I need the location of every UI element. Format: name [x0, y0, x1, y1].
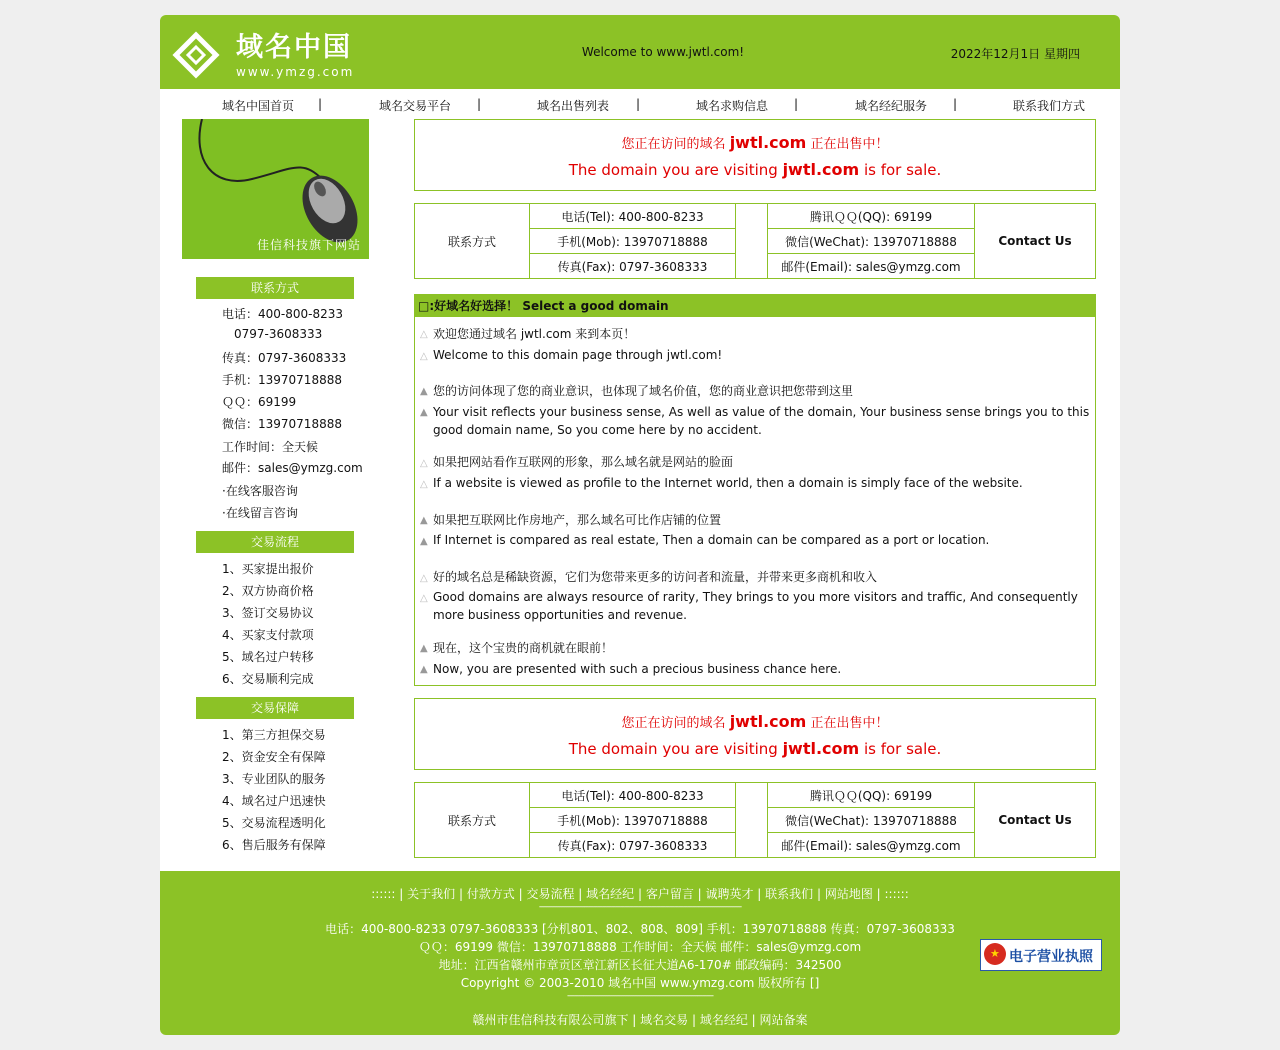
nav-separator: | [794, 97, 799, 111]
nav-item-broker[interactable]: 域名经纪服务 [855, 99, 928, 113]
nav-separator: | [953, 97, 958, 111]
contact-spacer [736, 204, 768, 279]
sidebar-contact-line: 电话：400-800-8233 [222, 307, 344, 321]
select-line: If a website is viewed as profile to the Internet world, then a domain is simply face of the website. [433, 476, 1023, 490]
contact-us-link[interactable]: Contact Us [975, 783, 1096, 858]
sale-notice-en [415, 739, 1095, 758]
sale-en-suffix: is for sale. [863, 161, 942, 179]
sidebar-process-item: 4、买家支付款项 [222, 628, 314, 642]
sidebar-image-caption: 佳信科技旗下网站 [256, 238, 361, 252]
sale-domain: jwtl.com [729, 133, 807, 152]
page-wrapper [160, 15, 1120, 1035]
sidebar-process-item: 1、买家提出报价 [222, 562, 314, 576]
triangle-bullet-icon: ▲ [420, 407, 428, 418]
sidebar-process-item: 5、域名过户转移 [222, 650, 314, 664]
sidebar-contact-line: ＱＱ：69199 [222, 395, 297, 409]
select-line: 好的域名总是稀缺资源，它们为您带来更多的访问者和流量，并带来更多商机和收入 [433, 570, 878, 584]
sale-cn-suffix: 正在出售中！ [810, 716, 889, 731]
select-line: Your visit reflects your business sense, As well as value of the domain, Your business sense brings you to this good domain name, So you come here by no accident. [433, 405, 1090, 437]
triangle-bullet-icon: △ [420, 351, 428, 362]
sale-en-prefix: The domain you are visiting [568, 740, 778, 758]
sidebar-contact-line: 微信：13970718888 [222, 417, 342, 431]
logo-title: 域名中国 [236, 32, 352, 63]
select-line: 您的访问体现了您的商业意识，也体现了域名价值，您的商业意识把您带到这里 [433, 384, 854, 398]
sidebar-guarantee-item: 2、资金安全有保障 [222, 750, 326, 764]
select-line: Now, you are presented with such a precious business chance here. [433, 662, 842, 676]
triangle-bullet-icon: △ [420, 593, 428, 604]
sidebar-process-item: 2、双方协商价格 [222, 584, 314, 598]
sidebar-process-item: 6、交易顺利完成 [222, 672, 314, 686]
sidebar-guarantee-item: 6、售后服务有保障 [222, 838, 326, 852]
logo-url: www.ymzg.com [236, 65, 355, 79]
sidebar-online-message-link[interactable]: ·在线留言咨询 [222, 506, 298, 520]
contact-fax: 传真(Fax): 0797-3608333 [530, 833, 736, 858]
triangle-bullet-icon: △ [420, 573, 428, 584]
contact-label: 联系方式 [415, 204, 530, 279]
select-title-cn: □:好域名好选择！ [418, 299, 519, 313]
nav-separator: | [477, 97, 482, 111]
sidebar-mouse-image [182, 119, 369, 259]
nav-separator: | [318, 97, 323, 111]
date-text: 2022年12月1日 星期四 [950, 47, 1080, 61]
sidebar-process-heading: 交易流程 [196, 531, 354, 553]
footer-contact-line: ＱＱ：69199 微信：13970718888 工作时间：全天候 邮件：sales@ymzg.com [418, 940, 862, 954]
select-title-en: Select a good domain [522, 299, 669, 313]
triangle-bullet-icon: △ [420, 458, 428, 469]
top-nav [160, 89, 1120, 119]
footer-phone-line: 电话：400-800-8233 0797-3608333 [分机801、802、808、809] 手机：13970718888 传真：0797-3608333 [325, 922, 955, 936]
contact-wechat: 微信(WeChat): 13970718888 [768, 229, 975, 254]
sidebar-online-service-link[interactable]: ·在线客服咨询 [222, 484, 298, 498]
nav-item-contact[interactable]: 联系我们方式 [1013, 99, 1086, 113]
sale-notice-cn [415, 133, 1095, 152]
footer-divider: ------------------------------------------------------------------------------------------ [538, 902, 742, 912]
contact-tel: 电话(Tel): 400-800-8233 [530, 204, 736, 229]
contact-qq: 腾讯ＱＱ(QQ): 69199 [768, 204, 975, 229]
sidebar-guarantee-item: 3、专业团队的服务 [222, 772, 326, 786]
contact-label: 联系方式 [415, 783, 530, 858]
footer-bottom-links[interactable]: 赣州市佳信科技有限公司旗下 | 域名交易 | 域名经纪 | 网站备案 [472, 1013, 808, 1027]
contact-tel: 电话(Tel): 400-800-8233 [530, 783, 736, 808]
business-license-badge[interactable] [980, 939, 1102, 971]
sidebar-contact-line: 0797-3608333 [234, 327, 323, 341]
sidebar-process-item: 3、签订交易协议 [222, 606, 314, 620]
sale-cn-prefix: 您正在访问的域名 [621, 716, 726, 731]
sale-notice-box [414, 119, 1096, 191]
triangle-bullet-icon: ▲ [420, 515, 428, 526]
nav-item-home[interactable]: 域名中国首页 [222, 99, 295, 113]
sale-cn-suffix: 正在出售中！ [810, 137, 889, 152]
sale-notice-en [415, 160, 1095, 179]
sale-en-prefix: The domain you are visiting [568, 161, 778, 179]
sale-domain: jwtl.com [782, 160, 860, 179]
nav-item-trade-platform[interactable]: 域名交易平台 [379, 99, 452, 113]
select-good-domain-panel [414, 294, 1096, 686]
nav-separator: | [636, 97, 641, 111]
select-line: 如果把互联网比作房地产，那么域名可比作店铺的位置 [433, 513, 722, 527]
header [160, 15, 1120, 89]
sidebar-contact-line: 工作时间：全天候 [222, 440, 319, 454]
sidebar-guarantee-heading: 交易保障 [196, 697, 354, 719]
triangle-bullet-icon: ▲ [420, 664, 428, 675]
sale-notice-box [414, 698, 1096, 770]
select-line: 欢迎您通过域名 jwtl.com 来到本页！ [433, 327, 636, 341]
sidebar-guarantee-item: 4、域名过户迅速快 [222, 794, 326, 808]
select-line: 如果把网站看作互联网的形象，那么域名就是网站的脸面 [433, 455, 734, 469]
sale-notice-cn [415, 712, 1095, 731]
contact-table [414, 203, 1096, 279]
footer [160, 871, 1120, 1035]
contact-email[interactable]: 邮件(Email): sales@ymzg.com [768, 254, 975, 279]
footer-copyright: Copyright © 2003-2010 域名中国 www.ymzg.com 版权所有 [] [460, 976, 820, 990]
nav-item-sale-list[interactable]: 域名出售列表 [537, 99, 610, 113]
select-line: Welcome to this domain page through jwtl.com! [433, 348, 723, 362]
triangle-bullet-icon: ▲ [420, 386, 428, 397]
sale-cn-prefix: 您正在访问的域名 [621, 137, 726, 152]
license-text: 电子营业执照 [1009, 949, 1093, 965]
contact-spacer [736, 783, 768, 858]
contact-table [414, 782, 1096, 858]
sidebar-guarantee-item: 1、第三方担保交易 [222, 728, 326, 742]
star-icon: ★ [990, 947, 1000, 960]
nav-item-wanted[interactable]: 域名求购信息 [696, 99, 769, 113]
sale-domain: jwtl.com [729, 712, 807, 731]
select-line: Good domains are always resource of rarity, They brings to you more visitors and traffic, And consequently more business opportunities and revenue. [433, 590, 1078, 622]
triangle-bullet-icon: △ [420, 329, 428, 340]
footer-divider: ----------------------------------------------------------------- [566, 991, 714, 1001]
sidebar-contact-line: 传真：0797-3608333 [222, 351, 347, 365]
sidebar-contact-heading: 联系方式 [196, 277, 354, 299]
contact-mob: 手机(Mob): 13970718888 [530, 229, 736, 254]
select-line: 现在，这个宝贵的商机就在眼前！ [433, 641, 614, 655]
contact-qq: 腾讯ＱＱ(QQ): 69199 [768, 783, 975, 808]
contact-us-link[interactable]: Contact Us [975, 204, 1096, 279]
contact-wechat: 微信(WeChat): 13970718888 [768, 808, 975, 833]
triangle-bullet-icon: ▲ [420, 536, 428, 547]
sidebar-contact-line: 手机：13970718888 [222, 373, 342, 387]
sale-domain: jwtl.com [782, 739, 860, 758]
contact-email[interactable]: 邮件(Email): sales@ymzg.com [768, 833, 975, 858]
select-line: If Internet is compared as real estate, Then a domain can be compared as a port or location. [433, 533, 990, 547]
footer-address-line: 地址：江西省赣州市章贡区章江新区长征大道A6-170# 邮政编码：342500 [438, 958, 842, 972]
footer-links[interactable]: :::::: | 关于我们 | 付款方式 | 交易流程 | 域名经纪 | 客户留言 | 诚聘英才 | 联系我们 | 网站地图 | :::::: [371, 887, 909, 901]
welcome-text: Welcome to www.jwtl.com! [581, 45, 745, 59]
contact-mob: 手机(Mob): 13970718888 [530, 808, 736, 833]
triangle-bullet-icon: △ [420, 479, 428, 490]
sidebar-guarantee-item: 5、交易流程透明化 [222, 816, 326, 830]
sale-en-suffix: is for sale. [863, 740, 942, 758]
contact-fax: 传真(Fax): 0797-3608333 [530, 254, 736, 279]
sidebar-contact-line: 邮件：sales@ymzg.com [222, 461, 363, 475]
triangle-bullet-icon: ▲ [420, 643, 428, 654]
select-panel-title [415, 295, 1095, 317]
